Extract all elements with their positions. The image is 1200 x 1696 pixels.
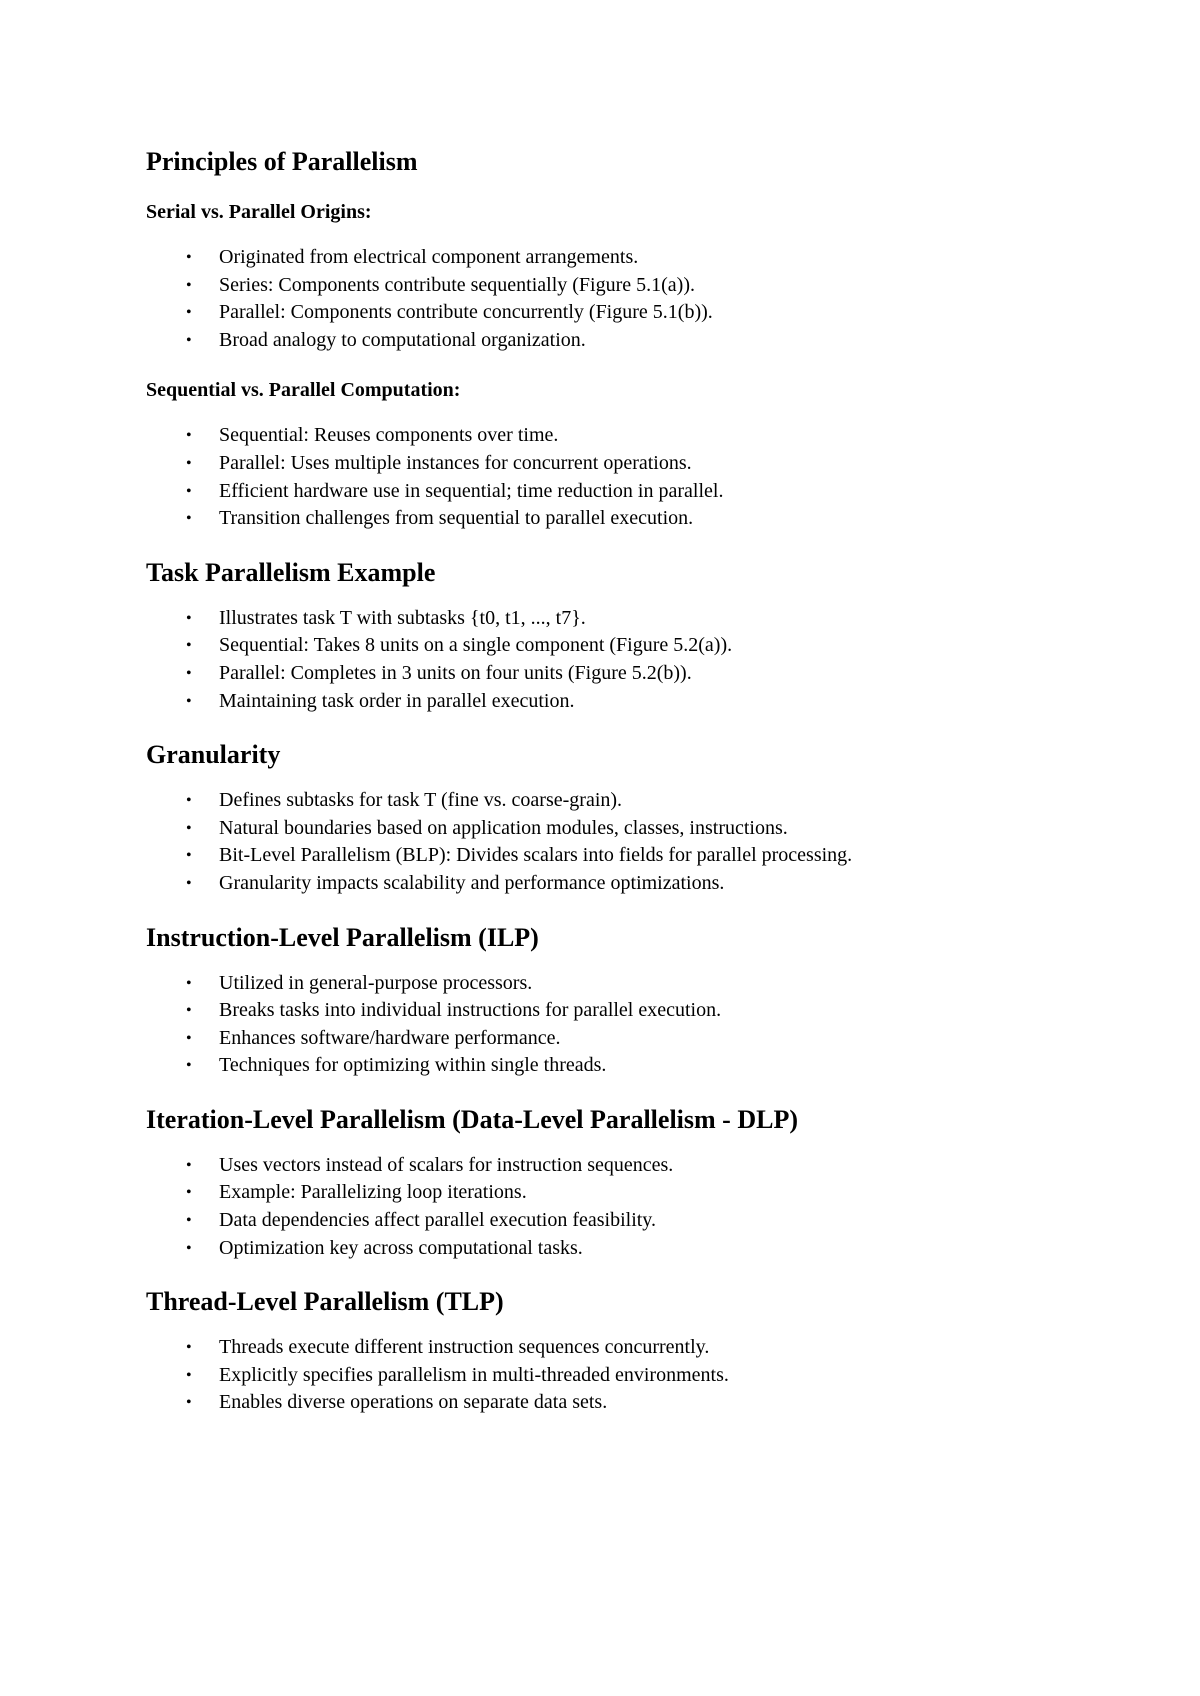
bullet-list-tlp	[146, 1334, 1106, 1417]
bullet-icon: •	[186, 792, 192, 810]
document-page	[146, 142, 1106, 1417]
list-item: • Parallel: Components contribute concurrently (Figure 5.1(b)).	[146, 299, 1106, 327]
bullet-icon: •	[186, 1366, 192, 1384]
bullet-icon: •	[186, 1057, 192, 1075]
bullet-list-origins	[146, 244, 1106, 354]
list-item: • Explicitly specifies parallelism in multi-threaded environments.	[146, 1362, 1106, 1390]
bullet-list-granularity	[146, 787, 1106, 897]
section-heading-tlp: Thread-Level Parallelism (TLP)	[146, 1287, 504, 1317]
bullet-icon: •	[186, 1184, 192, 1202]
bullet-list-ilp	[146, 970, 1106, 1080]
list-item: • Example: Parallelizing loop iterations.	[146, 1179, 1106, 1207]
section-heading-granularity: Granularity	[146, 740, 281, 770]
list-item: • Parallel: Completes in 3 units on four units (Figure 5.2(b)).	[146, 660, 1106, 688]
bullet-icon: •	[186, 692, 192, 710]
bullet-icon: •	[186, 482, 192, 500]
bullet-icon: •	[186, 974, 192, 992]
list-item: • Transition challenges from sequential to parallel execution.	[146, 505, 1106, 533]
bullet-icon: •	[186, 427, 192, 445]
list-item: • Natural boundaries based on application modules, classes, instructions.	[146, 815, 1106, 843]
bullet-icon: •	[186, 331, 192, 349]
bullet-icon: •	[186, 1239, 192, 1257]
list-item: • Illustrates task T with subtasks {t0, t1, ..., t7}.	[146, 605, 1106, 633]
list-item: • Series: Components contribute sequentially (Figure 5.1(a)).	[146, 272, 1106, 300]
section-heading-ilp: Instruction-Level Parallelism (ILP)	[146, 922, 539, 952]
list-item: • Sequential: Takes 8 units on a single component (Figure 5.2(a)).	[146, 632, 1106, 660]
bullet-icon: •	[186, 664, 192, 682]
list-item: • Optimization key across computational tasks.	[146, 1235, 1106, 1263]
section-heading-dlp: Iteration-Level Parallelism (Data-Level Parallelism - DLP)	[146, 1104, 798, 1134]
list-item: • Breaks tasks into individual instructions for parallel execution.	[146, 997, 1106, 1025]
bullet-icon: •	[186, 304, 192, 322]
list-item: • Originated from electrical component arrangements.	[146, 244, 1106, 272]
list-item: • Parallel: Uses multiple instances for concurrent operations.	[146, 450, 1106, 478]
list-item: • Data dependencies affect parallel execution feasibility.	[146, 1207, 1106, 1235]
bullet-icon: •	[186, 1156, 192, 1174]
bullet-icon: •	[186, 510, 192, 528]
bullet-icon: •	[186, 1212, 192, 1230]
bullet-icon: •	[186, 276, 192, 294]
list-item: • Broad analogy to computational organization.	[146, 327, 1106, 355]
list-item: • Uses vectors instead of scalars for instruction sequences.	[146, 1152, 1106, 1180]
list-item: • Maintaining task order in parallel execution.	[146, 688, 1106, 716]
list-item: • Utilized in general-purpose processors.	[146, 970, 1106, 998]
bullet-icon: •	[186, 874, 192, 892]
bullet-list-task-parallelism	[146, 605, 1106, 715]
list-item: • Granularity impacts scalability and performance optimizations.	[146, 870, 1106, 898]
list-item: • Enhances software/hardware performance.	[146, 1025, 1106, 1053]
list-item: • Defines subtasks for task T (fine vs. coarse-grain).	[146, 787, 1106, 815]
bullet-icon: •	[186, 1029, 192, 1047]
page-title: Principles of Parallelism	[146, 147, 418, 176]
list-item: • Bit-Level Parallelism (BLP): Divides scalars into fields for parallel processing.	[146, 842, 1106, 870]
subheading-serial-vs-parallel: Serial vs. Parallel Origins:	[146, 201, 372, 223]
list-item: • Enables diverse operations on separate data sets.	[146, 1389, 1106, 1417]
bullet-icon: •	[186, 454, 192, 472]
section-heading-task-parallelism: Task Parallelism Example	[146, 557, 436, 587]
bullet-icon: •	[186, 637, 192, 655]
bullet-icon: •	[186, 1002, 192, 1020]
bullet-icon: •	[186, 249, 192, 266]
list-item: • Efficient hardware use in sequential; time reduction in parallel.	[146, 478, 1106, 506]
bullet-icon: •	[186, 1394, 192, 1412]
bullet-icon: •	[186, 1339, 192, 1357]
list-item: • Threads execute different instruction sequences concurrently.	[146, 1334, 1106, 1362]
bullet-list-computation	[146, 422, 1106, 532]
bullet-list-dlp	[146, 1152, 1106, 1262]
bullet-icon: •	[186, 609, 192, 627]
bullet-icon: •	[186, 847, 192, 865]
list-item: • Sequential: Reuses components over time.	[146, 422, 1106, 450]
bullet-icon: •	[186, 819, 192, 837]
subheading-sequential-vs-parallel: Sequential vs. Parallel Computation:	[146, 379, 461, 402]
list-item: • Techniques for optimizing within single threads.	[146, 1052, 1106, 1080]
